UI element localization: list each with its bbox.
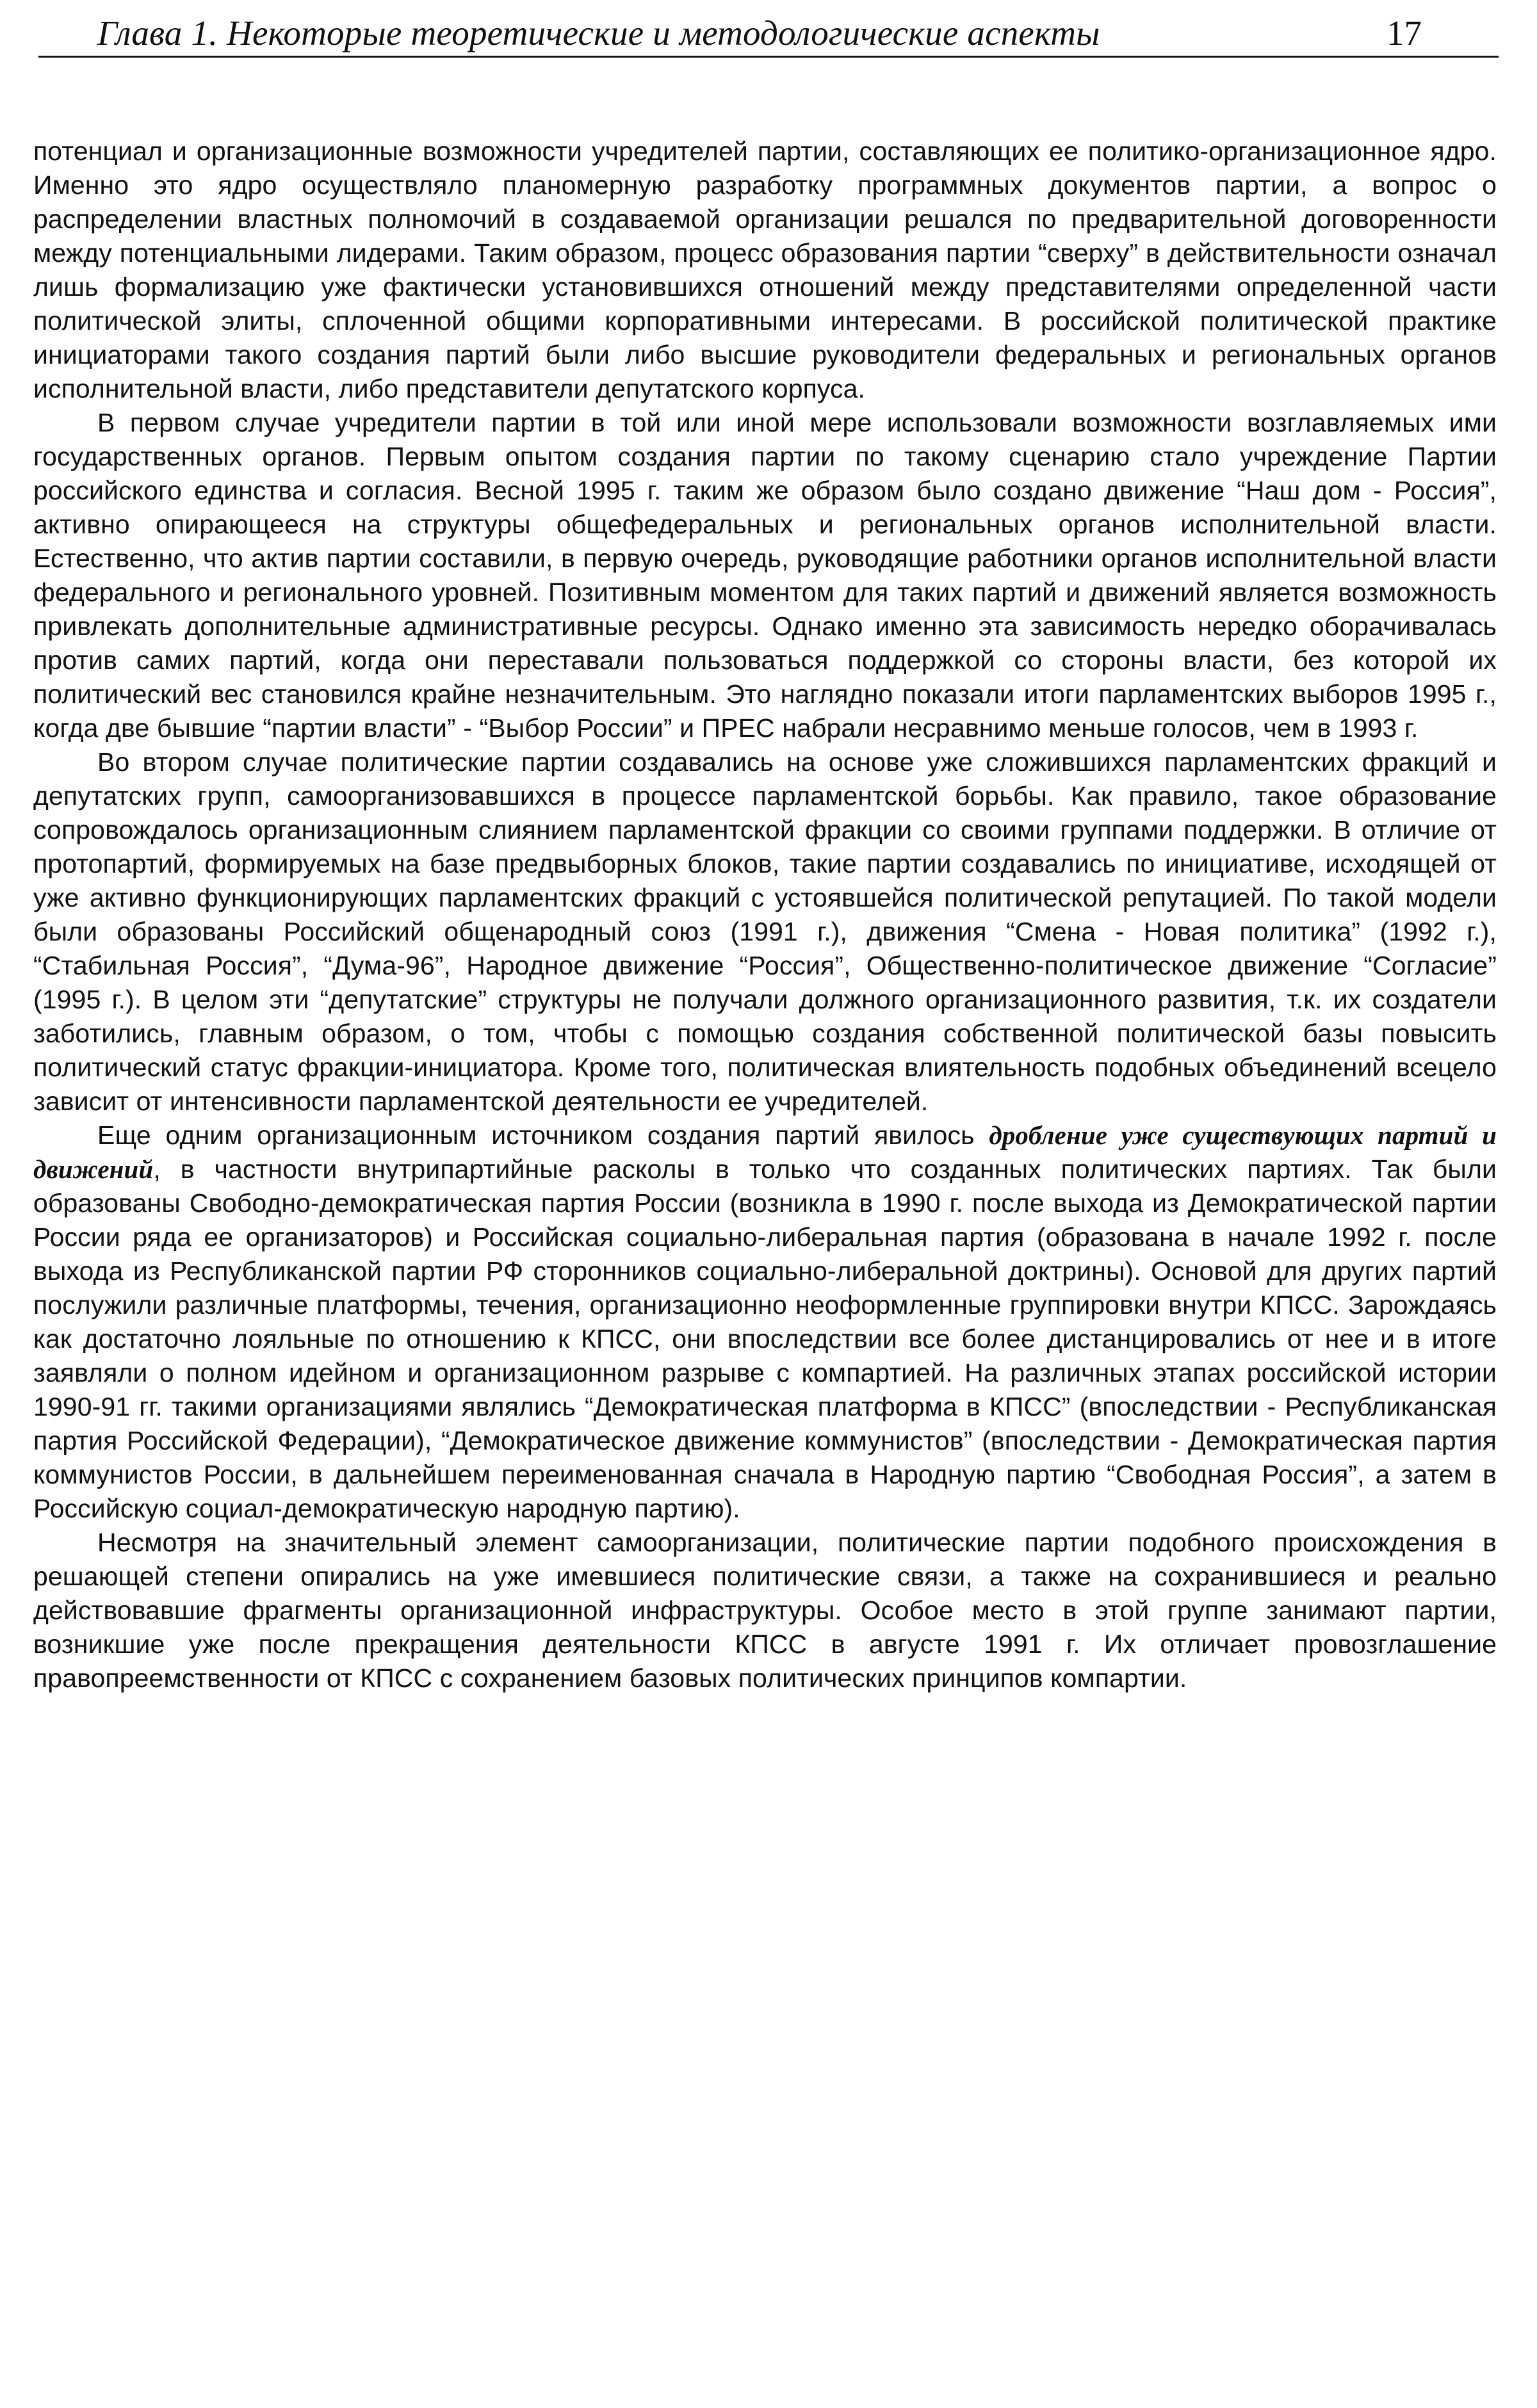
paragraph-5: Несмотря на значительный элемент самоорганизации, политические партии подобного происхождения в решающей степени опирались на уже имевшиеся политические связи, а также на сохранившиеся и реально действовавшие фрагменты организационной инфраструктуры. Особое место в этой группе занимают партии, возникшие уже после прекращения деятельности КПСС в августе 1991 г. Их отличает провозглашение правопреемственности от КПСС с сохранением базовых политических принципов компартии. <box>33 1528 1497 1693</box>
paragraph-4-lead: Еще одним организационным источником создания партий явилось <box>97 1120 989 1150</box>
paragraph-1: потенциал и организационные возможности учредителей партии, составляющих ее политико-организационное ядро. Именно это ядро осуществляло планомерную разработку программных документов партии, а вопрос о распределении властных полномочий в создаваемой организации решался по предварительной договоренности между потенциальными лидерами. Таким образом, процесс образования партии “сверху” в действительности означал лишь формализацию уже фактически установившихся отношений между представителями определенной части политической элиты, сплоченной общими корпоративными интересами. В российской политической практике инициаторами такого создания партий были либо высшие руководители федеральных и региональных органов исполнительной власти, либо представители депутатского корпуса. <box>33 136 1497 403</box>
chapter-running-title: Глава 1. Некоторые теоретические и методологические аспекты <box>97 13 1100 53</box>
paragraph-4-rest: , в частности внутрипартийные расколы в только что созданных политических партиях. Так были образованы Свободно-демократическая партия России (возникла в 1990 г. после выхода из Демократической партии России ряда ее организаторов) и Российская социально-либеральная партия (образована в начале 1992 г. после выхода из Республиканской партии РФ сторонников социально-либеральной доктрины). Основой для других партий послужили различные платформы, течения, организационно неоформленные группировки внутри КПСС. Зарождаясь как достаточно лояльные по отношению к КПСС, они впоследствии все более дистанцировались от нее и в итоге заявляли о полном идейном и организационном разрыве с компартией. На различных этапах российской истории 1990-91 гг. такими организациями являлись “Демократическая платформа в КПСС” (впоследствии - Республиканская партия Российской Федерации), “Демократическое движение коммунистов” (впоследствии - Демократическая партия коммунистов России, в дальнейшем переименованная сначала в Народную партию “Свободная Россия”, а затем в Российскую социал-демократическую народную партию). <box>33 1154 1497 1523</box>
body-text <box>33 134 1497 1695</box>
paragraph-2: В первом случае учредители партии в той или иной мере использовали возможности возглавляемых ими государственных органов. Первым опытом создания партии по такому сценарию стало учреждение Партии российского единства и согласия. Весной 1995 г. таким же образом было создано движение “Наш дом - Россия”, активно опирающееся на структуры общефедеральных и региональных органов исполнительной власти. Естественно, что актив партии составили, в первую очередь, руководящие работники органов исполнительной власти федерального и регионального уровней. Позитивным моментом для таких партий и движений является возможность привлекать дополнительные административные ресурсы. Однако именно эта зависимость нередко оборачивалась против самих партий, когда они переставали пользоваться поддержкой со стороны власти, без которой их политический вес становился крайне незначительным. Это наглядно показали итоги парламентских выборов 1995 г., когда две бывшие “партии власти” - “Выбор России” и ПРЕС набрали несравнимо меньше голосов, чем в 1993 г. <box>33 408 1497 743</box>
paragraph-4-emphasis: дробление уже существующих партий и движений <box>33 1120 1497 1184</box>
paragraph-3: Во втором случае политические партии создавались на основе уже сложившихся парламентских фракций и депутатских групп, самоорганизовавшихся в процессе парламентской борьбы. Как правило, такое образование сопровождалось организационным слиянием парламентской фракции со своими группами поддержки. В отличие от протопартий, формируемых на базе предвыборных блоков, такие партии создавались по инициативе, исходящей от уже активно функционирующих парламентских фракций с устоявшейся политической репутацией. По такой модели были образованы Российский общенародный союз (1991 г.), движения “Смена - Новая политика” (1992 г.), “Стабильная Россия”, “Дума-96”, Народное движение “Россия”, Общественно-политическое движение “Согласие” (1995 г.). В целом эти “депутатские” структуры не получали должного организационного развития, т.к. их создатели заботились, главным образом, о том, чтобы с помощью создания собственной политической базы повысить политический статус фракции-инициатора. Кроме того, политическая влиятельность подобных объединений всецело зависит от интенсивности парламентской деятельности ее учредителей. <box>33 747 1497 1116</box>
paragraph-4 <box>33 1119 1497 1526</box>
page-number: 17 <box>1387 13 1422 53</box>
running-header <box>38 12 1499 58</box>
